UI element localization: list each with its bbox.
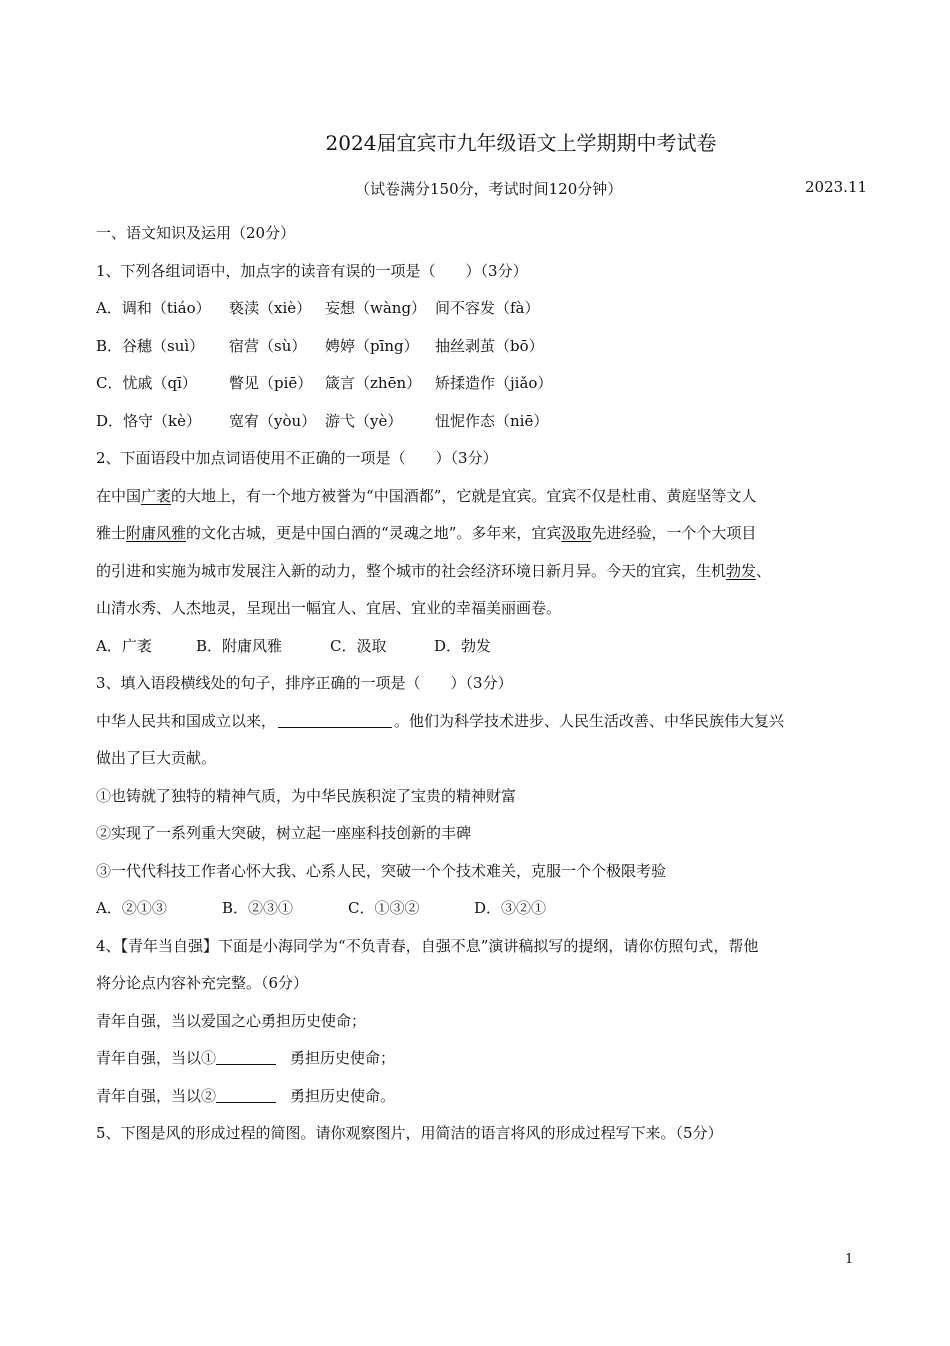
q1-a-2: 亵渎（xiè）	[229, 299, 312, 317]
q2-text: 先进经验，一个个大项目	[591, 524, 757, 542]
q3-option-d: D．③②①	[474, 899, 547, 917]
q4-text: 勇担历史使命。	[290, 1086, 396, 1105]
q2-underlined-word: 勃发	[726, 561, 757, 580]
q1-c-3: 箴言（zhēn）	[325, 374, 422, 392]
q3-sentence-1: ①也铸就了独特的精神气质，为中华民族积淀了宝贵的精神财富	[96, 786, 517, 805]
q1-c-2: 瞥见（piē）	[229, 374, 313, 392]
q1-d-1: D．恪守（kè）	[96, 411, 201, 430]
q3-passage-line2: 做出了巨大贡献。	[96, 749, 217, 767]
q1-option-d	[96, 403, 856, 441]
q1-option-a	[96, 290, 856, 328]
section-heading: 一、语文知识及运用（20分）	[96, 224, 296, 242]
q3-fill-blank[interactable]	[278, 709, 392, 728]
q1-d-3: 游弋（yè）	[325, 411, 403, 430]
q1-b-4: 抽丝剥茧（bō）	[435, 336, 544, 355]
exam-content	[96, 215, 856, 1153]
q3-option-a: A．②①③	[96, 899, 167, 917]
q3-option-c: C．①③②	[348, 899, 420, 917]
q1-a-3: 妄想（wàng）	[325, 299, 427, 317]
q1-stem: 1、下列各组词语中，加点字的读音有误的一项是（ ）（3分）	[96, 261, 528, 280]
q4-fill-blank-1[interactable]	[216, 1046, 276, 1065]
q4-stem-line2: 将分论点内容补充完整。（6分）	[96, 974, 309, 992]
q1-c-1: C．忧戚（qī）	[96, 374, 197, 392]
q4-example-line: 青年自强，当以爱国之心勇担历史使命；	[96, 1011, 367, 1030]
q2-text: 的引进和实施为城市发展注入新的动力，整个城市的社会经济环境日新月异。今天的宜宾，生机	[96, 561, 727, 580]
q2-text: 、	[756, 561, 772, 580]
q2-passage-line2	[96, 515, 856, 553]
q2-underlined-word: 汲取	[561, 524, 592, 542]
page-title: 2024届宜宾市九年级语文上学期期中考试卷	[325, 131, 717, 155]
q1-b-1: B．谷穗（suì）	[96, 336, 205, 355]
q2-passage-line3	[96, 553, 856, 591]
q4-blank-line2	[96, 1078, 856, 1116]
q2-text: 的大地上，有一个地方被誉为“中国酒都”，它就是宜宾。宜宾不仅是杜甫、黄庭坚等文人	[171, 486, 757, 505]
q2-option-d: D．勃发	[434, 636, 492, 655]
q2-underlined-word: 广袤	[141, 486, 172, 505]
q3-sentence-3: ③一代代科技工作者心怀大我、心系人民，突破一个个技术难关，克服一个个极限考验	[96, 861, 667, 880]
q1-b-2: 宿营（sù）	[229, 336, 307, 355]
q2-underlined-word: 附庸风雅	[126, 524, 187, 542]
q1-d-2: 宽宥（yòu）	[229, 411, 317, 430]
q4-stem-line1: 4、【青年当自强】下面是小海同学为“不负青春，自强不息”演讲稿拟写的提纲，请你仿照句式，帮他	[96, 936, 759, 955]
q2-text: 雅士	[96, 524, 127, 542]
q4-text: 勇担历史使命；	[290, 1049, 396, 1067]
q2-option-c: C．汲取	[330, 636, 387, 655]
q1-d-4: 忸怩作态（niē）	[435, 411, 549, 430]
q4-text: 青年自强，当以①	[96, 1049, 217, 1067]
q3-stem: 3、填入语段横线处的句子，排序正确的一项是（ ）（3分）	[96, 674, 513, 692]
q3-text: 。他们为科学技术进步、人民生活改善、中华民族伟大复兴	[394, 711, 785, 730]
q2-option-b: B．附庸风雅	[196, 636, 283, 655]
q1-c-4: 矫揉造作（jiǎo）	[435, 374, 553, 392]
q2-text: 的文化古城，更是中国白酒的“灵魂之地”。多年来，宜宾	[186, 524, 562, 542]
q4-blank-line1	[96, 1040, 856, 1078]
q3-passage-line1	[96, 703, 856, 741]
q1-a-1: A．调和（tiáo）	[96, 299, 211, 317]
q1-option-b	[96, 328, 856, 366]
q2-option-a: A．广袤	[96, 636, 152, 655]
q4-fill-blank-2[interactable]	[216, 1084, 276, 1103]
q3-options	[96, 890, 856, 928]
exam-date: 2023.11	[805, 178, 868, 196]
q2-passage-line1	[96, 478, 856, 516]
q1-option-c	[96, 365, 856, 403]
q2-stem: 2、下面语段中加点词语使用不正确的一项是（ ）（3分）	[96, 449, 498, 467]
q2-text: 在中国	[96, 486, 142, 505]
q1-b-3: 娉婷（pīng）	[325, 336, 419, 355]
q5-stem: 5、下图是风的形成过程的简图。请你观察图片，用简洁的语言将风的形成过程写下来。（5分）	[96, 1124, 723, 1142]
exam-subtitle: （试卷满分150分，考试时间120分钟）	[355, 180, 623, 198]
page-number: 1	[845, 1252, 854, 1267]
q3-option-b: B．②③①	[222, 899, 294, 917]
q2-passage-line4: 山清水秀、人杰地灵，呈现出一幅宜人、宜居、宜业的幸福美丽画卷。	[96, 599, 562, 617]
q2-options	[96, 628, 856, 666]
q4-text: 青年自强，当以②	[96, 1086, 217, 1105]
q3-sentence-2: ②实现了一系列重大突破，树立起一座座科技创新的丰碑	[96, 824, 472, 842]
q1-a-4: 间不容发（fà）	[435, 299, 540, 317]
q3-text: 中华人民共和国成立以来，	[96, 711, 277, 730]
